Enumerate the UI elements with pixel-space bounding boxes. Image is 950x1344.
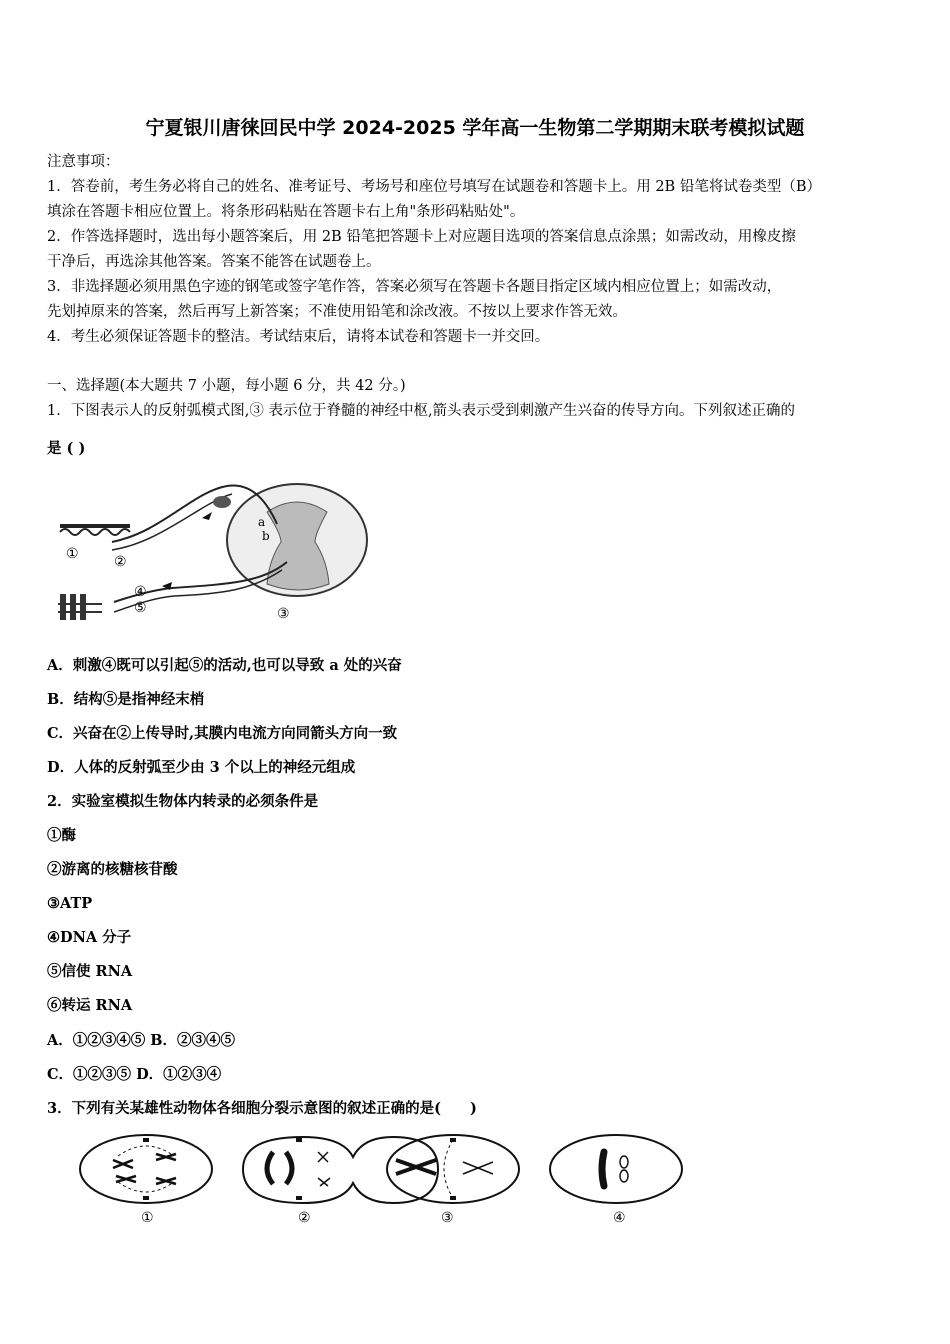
q1-option-c[interactable]: C．兴奋在②上传导时,其膜内电流方向同箭头方向一致 [47, 725, 398, 742]
label-a: a [258, 515, 266, 529]
notice-line: 4．考生必须保证答题卡的整洁。考试结束后，请将本试卷和答题卡一并交回。 [47, 329, 550, 345]
q2-item: ⑥转运 RNA [47, 997, 133, 1014]
ganglion [213, 496, 231, 508]
q2-stem: 2．实验室模拟生物体内转录的必须条件是 [47, 793, 319, 810]
receptor [60, 529, 130, 535]
notice-line: 1．答卷前，考生务必将自己的姓名、准考证号、考场号和座位号填写在试题卷和答题卡上。用 2B 铅笔将试卷类型（B） [47, 179, 821, 195]
q2-item: ⑤信使 RNA [47, 963, 133, 980]
section-heading: 一、选择题(本大题共 7 小题，每小题 6 分，共 42 分。) [47, 378, 406, 394]
notice-heading: 注意事项： [47, 154, 120, 170]
q2-item: ②游离的核糖核苷酸 [47, 861, 178, 878]
page-title: 宁夏银川唐徕回民中学 2024-2025 学年高一生物第二学期期末联考模拟试题 [145, 117, 805, 139]
q3-stem: 3．下列有关某雄性动物体各细胞分裂示意图的叙述正确的是( ) [47, 1100, 477, 1117]
cell-3 [387, 1135, 519, 1203]
cell-1 [80, 1135, 212, 1203]
q1-option-a[interactable]: A．刺激④既可以引起⑤的活动,也可以导致 a 处的兴奋 [47, 657, 402, 674]
arrow-icon [202, 512, 212, 520]
q1-stem-continued: 是 ( ) [47, 440, 86, 457]
cell-label-1: ① [141, 1210, 154, 1226]
q2-options-ab[interactable]: A．①②③④⑤ B．②③④⑤ [47, 1032, 236, 1049]
skin-surface [60, 524, 130, 528]
notice-line: 先划掉原来的答案，然后再写上新答案；不准使用铅笔和涂改液。不按以上要求作答无效。 [47, 304, 627, 320]
label-b: b [262, 529, 270, 543]
notice-line: 干净后，再选涂其他答案。答案不能答在试题卷上。 [47, 254, 381, 270]
effector-muscle [58, 594, 102, 620]
cell-label-2: ② [298, 1210, 311, 1226]
cell-label-4: ④ [613, 1210, 626, 1226]
label-5: ⑤ [134, 600, 147, 616]
q1-option-b[interactable]: B．结构⑤是指神经末梢 [47, 691, 205, 708]
notice-line: 填涂在答题卡相应位置上。将条形码粘贴在答题卡右上角"条形码粘贴处"。 [47, 204, 525, 220]
q2-item: ①酶 [47, 827, 76, 844]
notice-line: 3．非选择题必须用黑色字迹的钢笔或签字笔作答，答案必须写在答题卡各题目指定区域内相应位置上；如需改动， [47, 279, 782, 295]
notice-line: 2．作答选择题时，选出每小题答案后，用 2B 铅笔把答题卡上对应题目选项的答案信息点涂黑；如需改动，用橡皮擦 [47, 229, 796, 245]
q2-options-cd[interactable]: C．①②③⑤ D．①②③④ [47, 1066, 222, 1083]
reflex-arc-figure [52, 472, 374, 630]
q2-item: ④DNA 分子 [47, 929, 132, 946]
label-3: ③ [277, 606, 290, 622]
q1-option-d[interactable]: D．人体的反射弧至少由 3 个以上的神经元组成 [47, 759, 356, 776]
cell-4 [550, 1135, 682, 1203]
cell-label-3: ③ [441, 1210, 454, 1226]
label-1: ① [66, 546, 79, 562]
q1-stem: 1．下图表示人的反射弧模式图,③ 表示位于脊髓的神经中枢,箭头表示受到刺激产生兴奋的传导方向。下列叙述正确的 [47, 403, 796, 419]
label-4: ④ [134, 584, 147, 600]
cell-division-figure [78, 1132, 688, 1228]
label-2: ② [114, 554, 127, 570]
q2-item: ③ATP [47, 895, 93, 912]
